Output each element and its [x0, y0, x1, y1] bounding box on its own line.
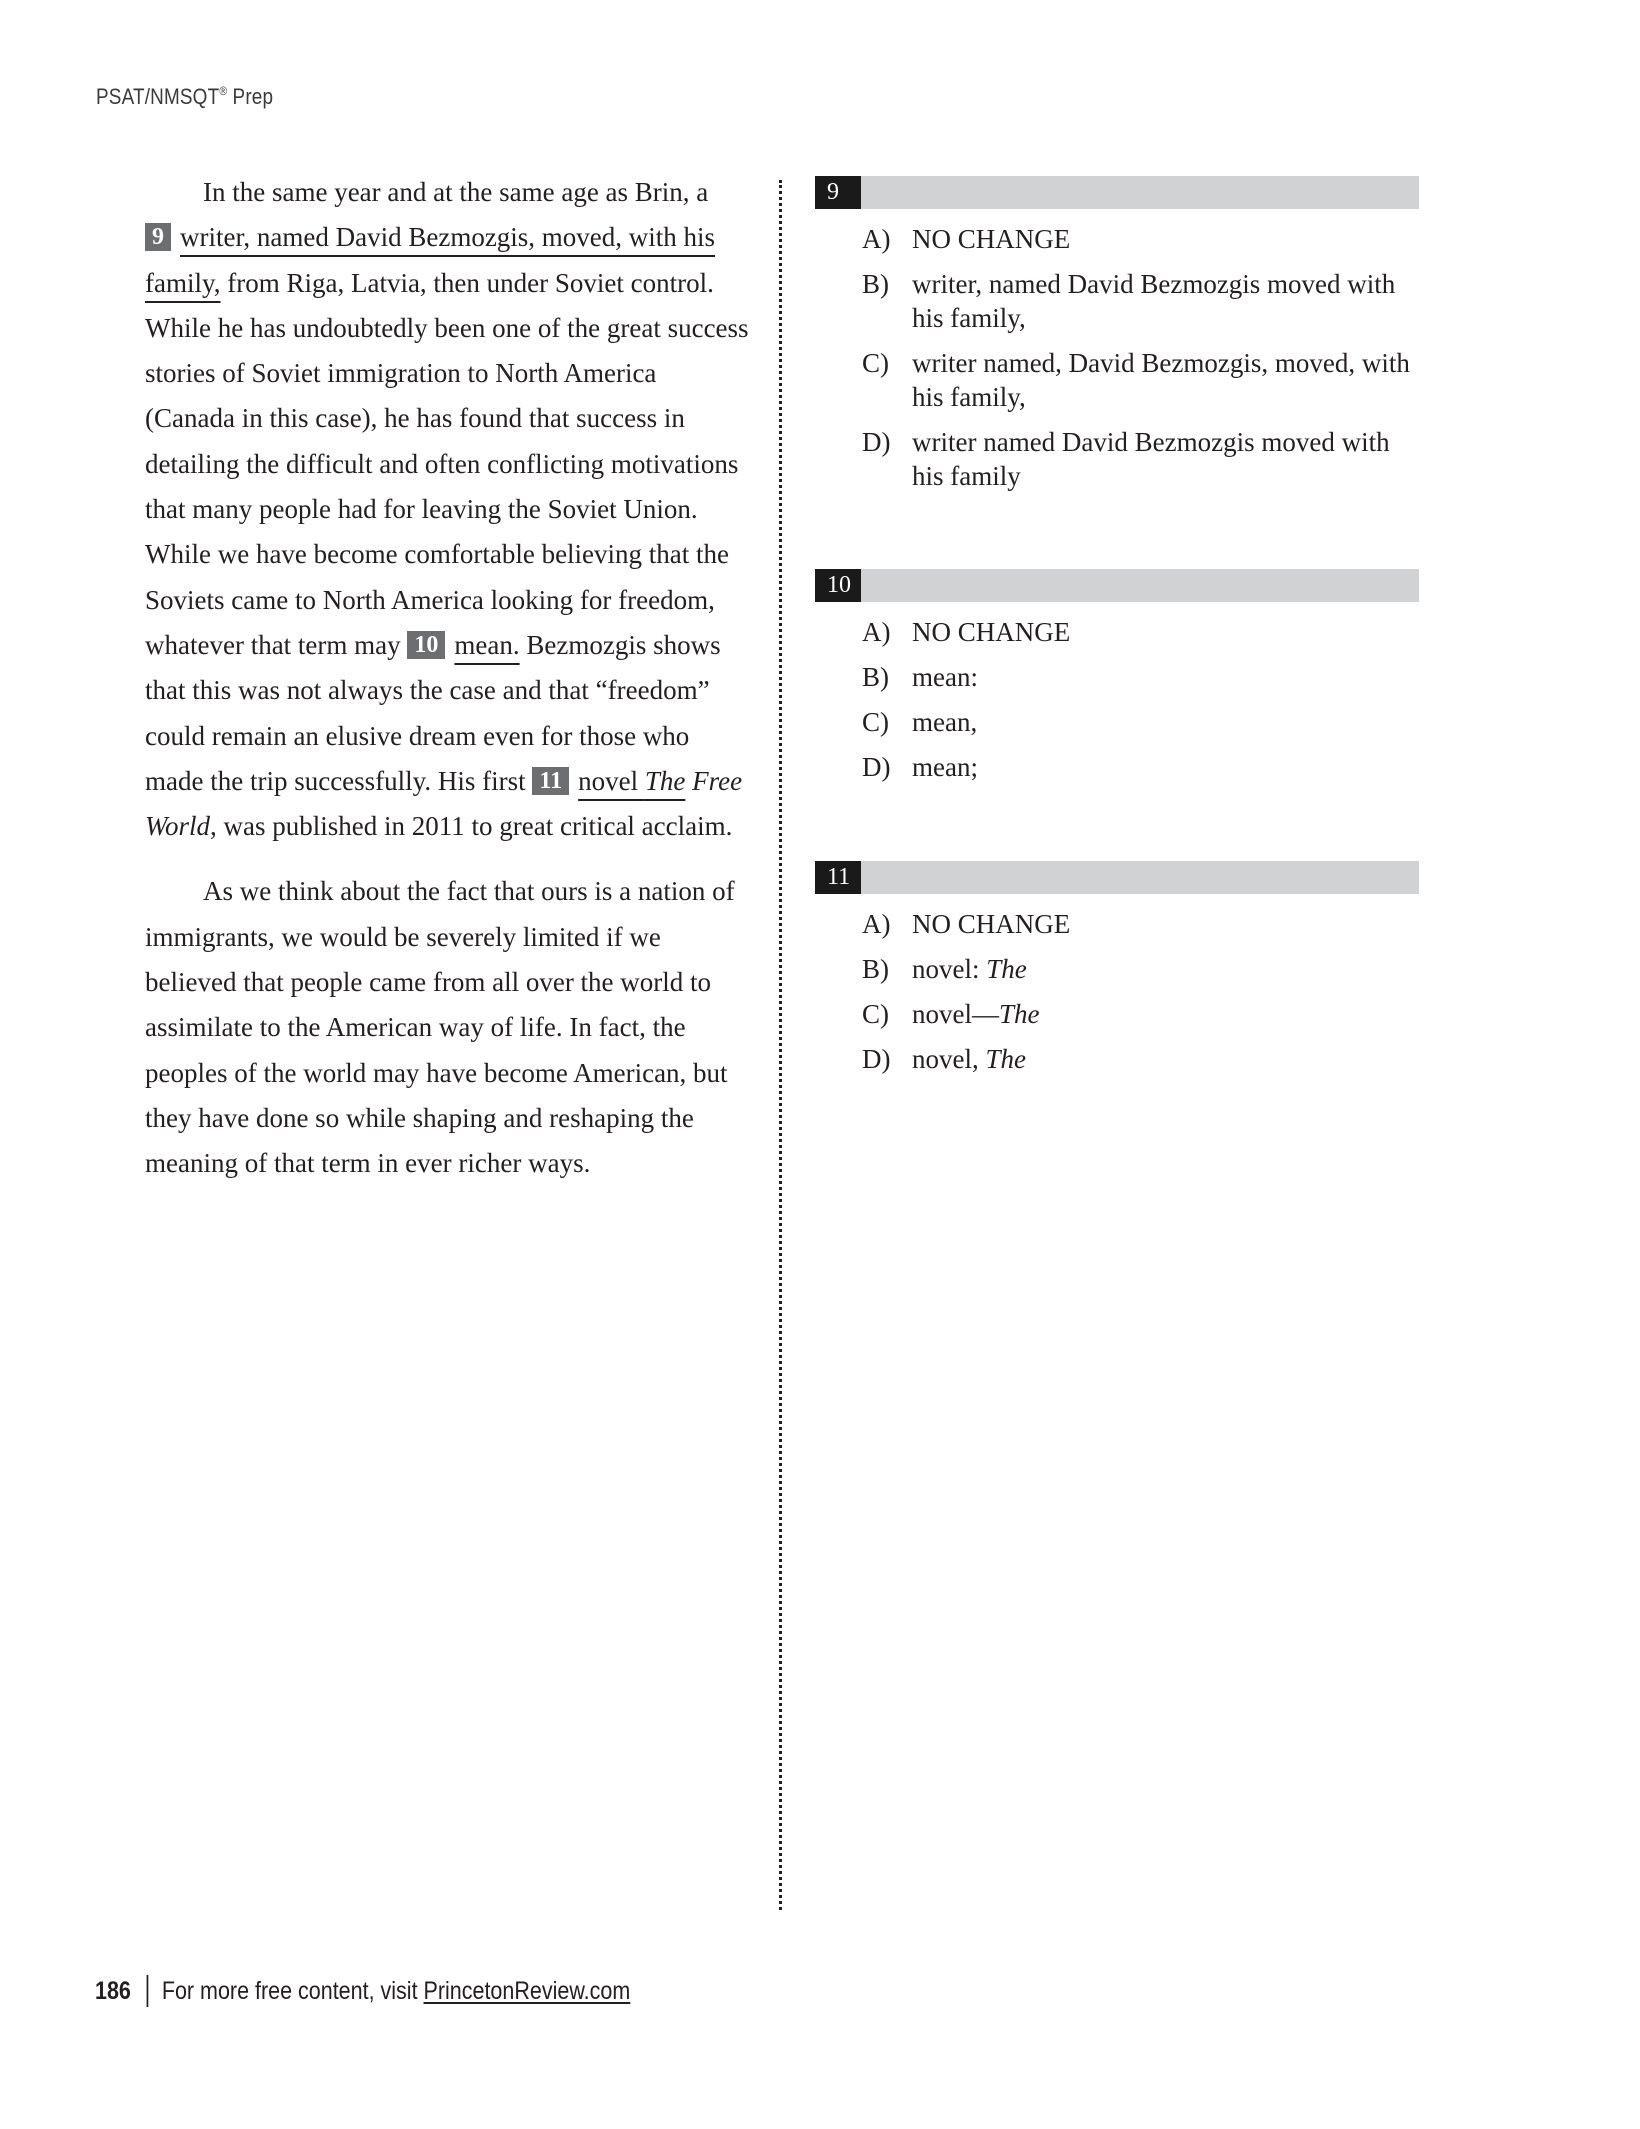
registered-mark: ®	[219, 84, 228, 98]
choice-text: writer, named David Bezmozgis moved with his family,	[912, 269, 1396, 333]
choice-text-roman: NO CHANGE	[912, 909, 1071, 939]
question-9-marker[interactable]: 9	[145, 223, 171, 251]
choice-text	[912, 1042, 1419, 1076]
footer-separator	[146, 1975, 148, 2007]
choice-letter: B)	[862, 269, 889, 299]
choice-text-roman: novel—	[912, 999, 999, 1029]
passage	[145, 170, 750, 1187]
underlined-roman: novel	[578, 765, 645, 796]
question-number: 9	[815, 176, 861, 209]
question-header	[815, 569, 1419, 602]
question-number: 10	[815, 569, 861, 602]
choice-letter: A)	[862, 224, 891, 254]
footer-text: For more free content, visit	[161, 1976, 424, 2005]
answer-choice-d[interactable]	[815, 750, 1419, 784]
answer-choice-c[interactable]	[815, 346, 1419, 414]
answer-choice-a[interactable]	[815, 907, 1419, 941]
question-10-marker[interactable]: 10	[407, 631, 445, 659]
answer-choice-a[interactable]	[815, 615, 1419, 649]
answer-choice-b[interactable]	[815, 952, 1419, 986]
question-10-underlined-text[interactable]: mean.	[454, 629, 520, 660]
choice-letter: D)	[862, 752, 891, 782]
choice-text: mean;	[912, 752, 978, 782]
choice-letter: C)	[862, 707, 889, 737]
passage-paragraph-1	[145, 170, 750, 849]
choice-letter: D)	[862, 427, 891, 457]
underlined-italic: The	[644, 765, 686, 796]
answer-choice-b[interactable]	[815, 660, 1419, 694]
choice-letter: B)	[862, 954, 889, 984]
choice-text	[912, 952, 1419, 986]
passage-text: In the same year and at the same age as Brin, a	[203, 177, 709, 207]
answer-choice-c[interactable]	[815, 705, 1419, 739]
answer-choice-a[interactable]	[815, 222, 1419, 256]
choice-text: writer named David Bezmozgis moved with his family	[912, 427, 1390, 491]
choice-text: NO CHANGE	[912, 224, 1071, 254]
question-header	[815, 176, 1419, 209]
question-11-marker[interactable]: 11	[532, 767, 569, 795]
column-divider	[779, 180, 782, 1910]
book-title-italic: Free World	[145, 765, 743, 842]
choice-letter: C)	[862, 999, 889, 1029]
passage-paragraph-2	[145, 869, 750, 1186]
running-head	[96, 84, 273, 110]
passage-text: Bezmozgis shows that this was not always the case and that “freedom” could remain an elusive dream even for those who made the trip successfully. His first	[145, 629, 721, 796]
choice-text	[912, 907, 1419, 941]
question-9-underlined-text[interactable]: writer, named David Bezmozgis, moved, with his family,	[145, 222, 716, 298]
choice-text: NO CHANGE	[912, 617, 1071, 647]
answer-choice-b[interactable]	[815, 267, 1419, 335]
choice-text-roman: novel:	[912, 954, 987, 984]
choice-letter: A)	[862, 909, 891, 939]
choice-text	[912, 997, 1419, 1031]
choice-text-italic: The	[985, 1044, 1026, 1074]
passage-text: from Riga, Latvia, then under Soviet control. While he has undoubtedly been one of the great success stories of Soviet immigration to North America (Canada in this case), he has found that success in detailing the difficult and often conflicting motivations that many people had for leaving the Soviet Union. While we have become comfortable believing that the Soviets came to North America looking for freedom, whatever that term may	[145, 267, 749, 660]
question-11-underlined-text[interactable]	[578, 766, 685, 796]
choice-letter: D)	[862, 1044, 891, 1074]
question-number: 11	[815, 861, 861, 894]
running-head-suffix: Prep	[227, 84, 274, 109]
choice-text: writer named, David Bezmozgis, moved, with his family,	[912, 348, 1410, 412]
choice-text: mean,	[912, 707, 978, 737]
choice-letter: C)	[862, 348, 889, 378]
choice-text-roman: novel,	[912, 1044, 986, 1074]
page-footer	[95, 1975, 630, 2007]
choice-text-italic: The	[986, 954, 1027, 984]
passage-text: As we think about the fact that ours is a nation of immigrants, we would be severely limited if we believed that people came from all over the world to assimilate to the American way of life. In fact, the peoples of the world may have become American, but they have done so while shaping and reshaping the meaning of that term in ever richer ways.	[145, 876, 735, 1179]
choice-text-italic: The	[999, 999, 1040, 1029]
princeton-review-link[interactable]: PrincetonReview.com	[423, 1976, 631, 2005]
passage-text: , was published in 2011 to great critical acclaim.	[210, 811, 733, 842]
question-10	[815, 569, 1419, 795]
choice-text: mean:	[912, 662, 978, 692]
question-header	[815, 861, 1419, 894]
answer-choices	[815, 907, 1419, 1076]
question-11	[815, 861, 1419, 1087]
question-9	[815, 176, 1419, 504]
running-head-title: PSAT/NMSQT	[96, 84, 220, 109]
choice-letter: A)	[862, 617, 891, 647]
page-number: 186	[95, 1976, 131, 2005]
answer-choice-d[interactable]	[815, 425, 1419, 493]
choice-letter: B)	[862, 662, 889, 692]
answer-choice-d[interactable]	[815, 1042, 1419, 1076]
answer-choice-c[interactable]	[815, 997, 1419, 1031]
answer-choices	[815, 222, 1419, 493]
answer-choices	[815, 615, 1419, 784]
